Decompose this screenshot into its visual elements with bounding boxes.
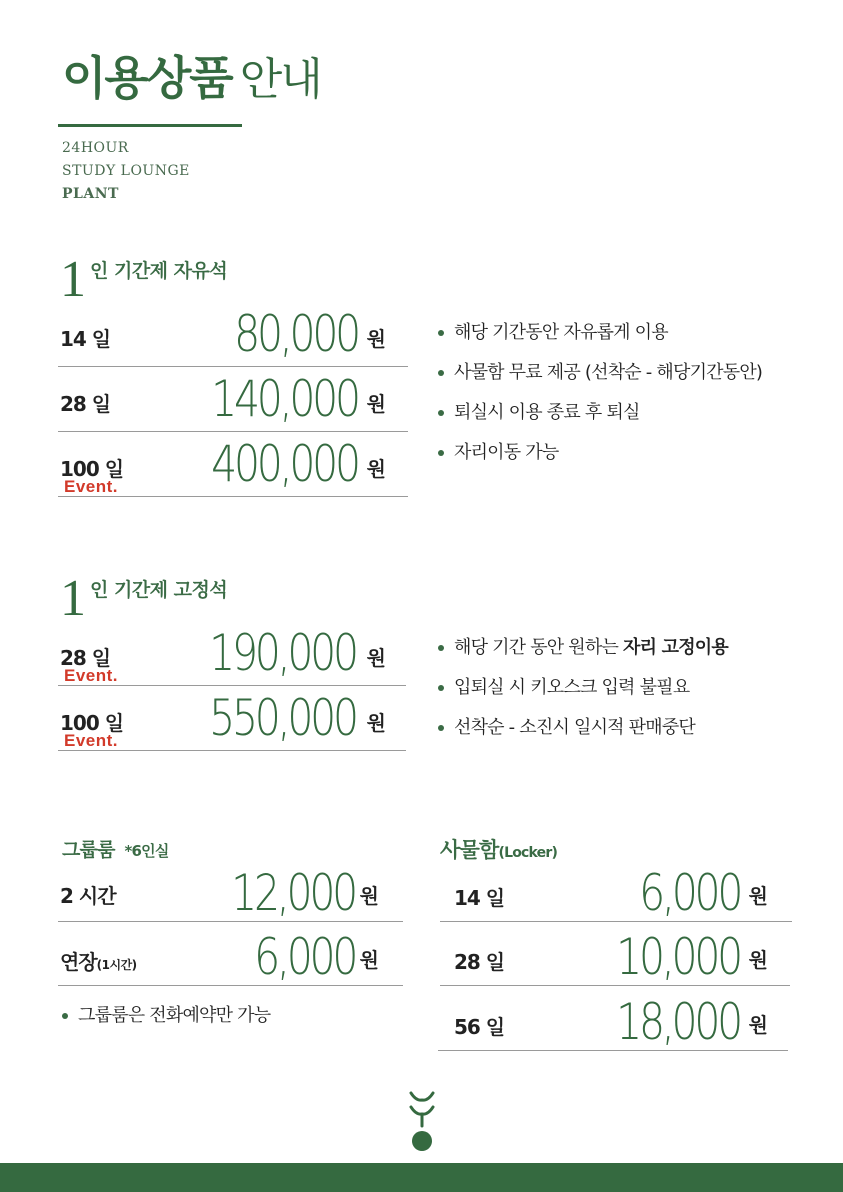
bullet-dot-icon: [438, 410, 444, 416]
row-price: 18,000: [616, 993, 740, 1051]
group-room-notes: [62, 1004, 270, 1044]
locker-row: [438, 987, 788, 1051]
note-text: 입퇴실 시 키오스크 입력 불필요: [454, 677, 690, 698]
row-label: 14 일: [60, 327, 111, 351]
bullet-dot-icon: [438, 645, 444, 651]
list-item: [438, 716, 728, 756]
row-price: 550,000: [209, 689, 356, 747]
event-badge: Event.: [64, 477, 119, 496]
row-label: [60, 946, 137, 975]
row-label: 56 일: [454, 1015, 505, 1039]
row-label: 100 일: [60, 457, 124, 481]
free-seat-heading-text: 인 기간제 자유석: [90, 260, 228, 282]
locker-row: [440, 858, 792, 922]
bullet-dot-icon: [438, 330, 444, 336]
subtitle-line-3: PLANT: [62, 186, 119, 202]
bullet-dot-icon: [438, 725, 444, 731]
row-price: 400,000: [211, 435, 358, 493]
locker-title-small: (Locker): [498, 845, 558, 861]
bullet-dot-icon: [438, 685, 444, 691]
row-unit: 원: [748, 884, 768, 908]
title-bold: 이용상품: [62, 51, 232, 105]
row-price: 6,000: [254, 928, 355, 986]
list-item: [438, 321, 762, 361]
event-badge: Event.: [64, 731, 119, 750]
group-room-title: 그룹룸: [62, 839, 115, 861]
row-label: 28 일: [60, 392, 111, 416]
free-seat-row: [58, 433, 408, 497]
list-item: [438, 636, 728, 676]
free-seat-heading: [60, 251, 228, 308]
subtitle-line-2: STUDY LOUNGE: [62, 163, 190, 179]
row-price: 80,000: [234, 305, 358, 363]
footer-bar: [0, 1163, 843, 1192]
free-seat-notes: [438, 321, 762, 481]
row-price: 10,000: [616, 928, 740, 986]
bullet-dot-icon: [438, 370, 444, 376]
fixed-seat-heading-text: 인 기간제 고정석: [90, 579, 228, 601]
row-label: 14 일: [454, 886, 505, 910]
note-text: 해당 기간 동안 원하는: [454, 637, 623, 658]
row-label-small: (1시간): [96, 958, 137, 972]
free-seat-row: [58, 303, 408, 367]
list-item: [438, 361, 762, 401]
locker-title: 사물함: [440, 838, 499, 862]
row-label: 100 일: [60, 711, 124, 735]
page-title: [62, 42, 321, 108]
row-label-main: 연장: [60, 950, 97, 974]
bullet-dot-icon: [438, 450, 444, 456]
fixed-seat-row: [58, 687, 406, 751]
fixed-seat-number: 1: [60, 570, 86, 627]
row-unit: 원: [366, 646, 386, 670]
row-price: 6,000: [639, 864, 740, 922]
fixed-seat-notes: [438, 636, 728, 756]
row-unit: 원: [366, 392, 386, 416]
sprout-logo-icon: [404, 1088, 440, 1152]
group-room-row: [58, 922, 403, 986]
row-unit: 원: [359, 948, 379, 972]
title-light: 안내: [239, 54, 321, 105]
row-price: 190,000: [209, 624, 356, 682]
note-text: 퇴실시 이용 종료 후 퇴실: [454, 402, 640, 423]
fixed-seat-row: [58, 622, 406, 686]
row-unit: 원: [359, 884, 379, 908]
row-unit: 원: [748, 948, 768, 972]
list-item: [438, 401, 762, 441]
group-room-note: *6인실: [124, 842, 169, 860]
free-seat-row: [58, 368, 408, 432]
row-unit: 원: [366, 327, 386, 351]
list-item: [62, 1004, 270, 1044]
row-price: 140,000: [211, 370, 358, 428]
row-label: 28 일: [60, 646, 111, 670]
row-label: 28 일: [454, 950, 505, 974]
fixed-seat-heading: [60, 570, 228, 627]
list-item: [438, 676, 728, 716]
note-text: 해당 기간동안 자유롭게 이용: [454, 322, 668, 343]
locker-row: [440, 922, 790, 986]
note-text: 사물함 무료 제공 (선착순 - 해당기간동안): [454, 362, 763, 383]
group-room-row: [58, 858, 403, 922]
list-item: [438, 441, 762, 481]
subtitle-line-1: 24HOUR: [62, 140, 129, 156]
row-unit: 원: [366, 457, 386, 481]
row-unit: 원: [366, 711, 386, 735]
title-divider: [58, 124, 242, 127]
bullet-dot-icon: [62, 1013, 68, 1019]
note-text-bold: 자리 고정이용: [622, 637, 728, 658]
note-text: 자리이동 가능: [454, 442, 559, 463]
row-unit: 원: [748, 1013, 768, 1037]
row-label: 2 시간: [60, 884, 116, 908]
event-badge: Event.: [64, 666, 119, 685]
free-seat-number: 1: [60, 251, 86, 308]
row-price: 12,000: [231, 864, 355, 922]
note-text: 그룹룸은 전화예약만 가능: [78, 1005, 271, 1026]
note-text: 선착순 - 소진시 일시적 판매중단: [454, 717, 696, 738]
